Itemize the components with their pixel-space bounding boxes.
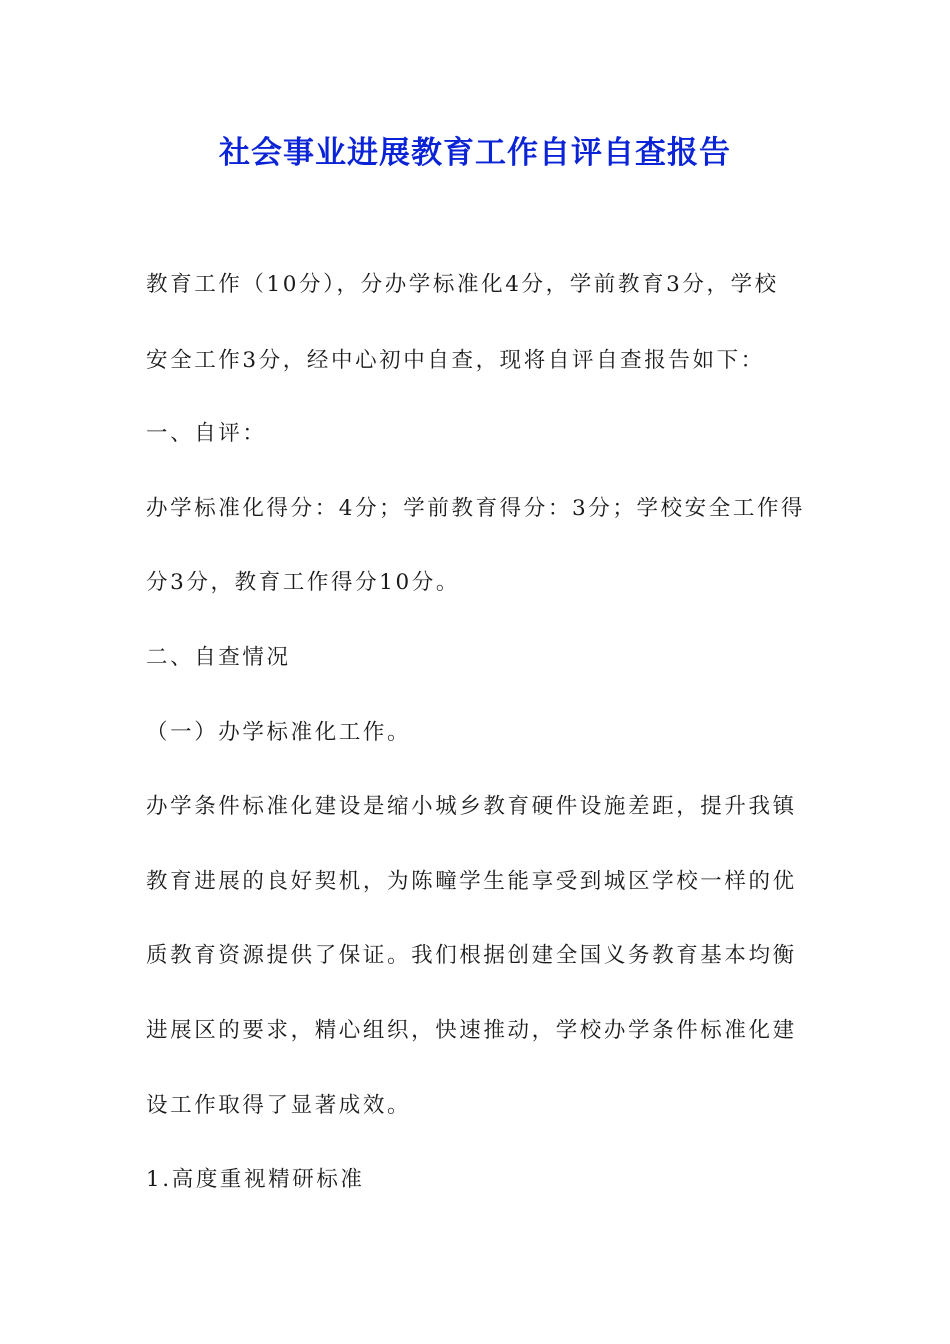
- body-line-11: 进展区的要求，精心组织，快速推动，学校办学条件标准化建: [146, 1018, 797, 1043]
- section-heading-self-evaluation: 一、自评：: [146, 421, 267, 446]
- numbered-heading-1: 1.高度重视精研标准: [146, 1167, 365, 1192]
- body-line-8: 办学条件标准化建设是缩小城乡教育硬件设施差距，提升我镇: [146, 794, 797, 819]
- body-line-4: 办学标准化得分：4分；学前教育得分：3分；学校安全工作得: [146, 496, 806, 521]
- section-heading-self-inspection: 二、自查情况: [146, 645, 291, 670]
- body-line-5: 分3分，教育工作得分10分。: [146, 570, 460, 595]
- subsection-heading-standardization: （一）办学标准化工作。: [146, 720, 412, 745]
- body-line-2: 安全工作3分，经中心初中自查，现将自评自查报告如下：: [146, 348, 765, 373]
- body-line-9: 教育进展的良好契机，为陈疃学生能享受到城区学校一样的优: [146, 869, 797, 894]
- page-title: 社会事业进展教育工作自评自查报告: [219, 135, 731, 171]
- body-line-12: 设工作取得了显著成效。: [146, 1093, 412, 1118]
- body-line-1: 教育工作（10分），分办学标准化4分，学前教育3分，学校: [146, 272, 779, 297]
- body-line-10: 质教育资源提供了保证。我们根据创建全国义务教育基本均衡: [146, 943, 797, 968]
